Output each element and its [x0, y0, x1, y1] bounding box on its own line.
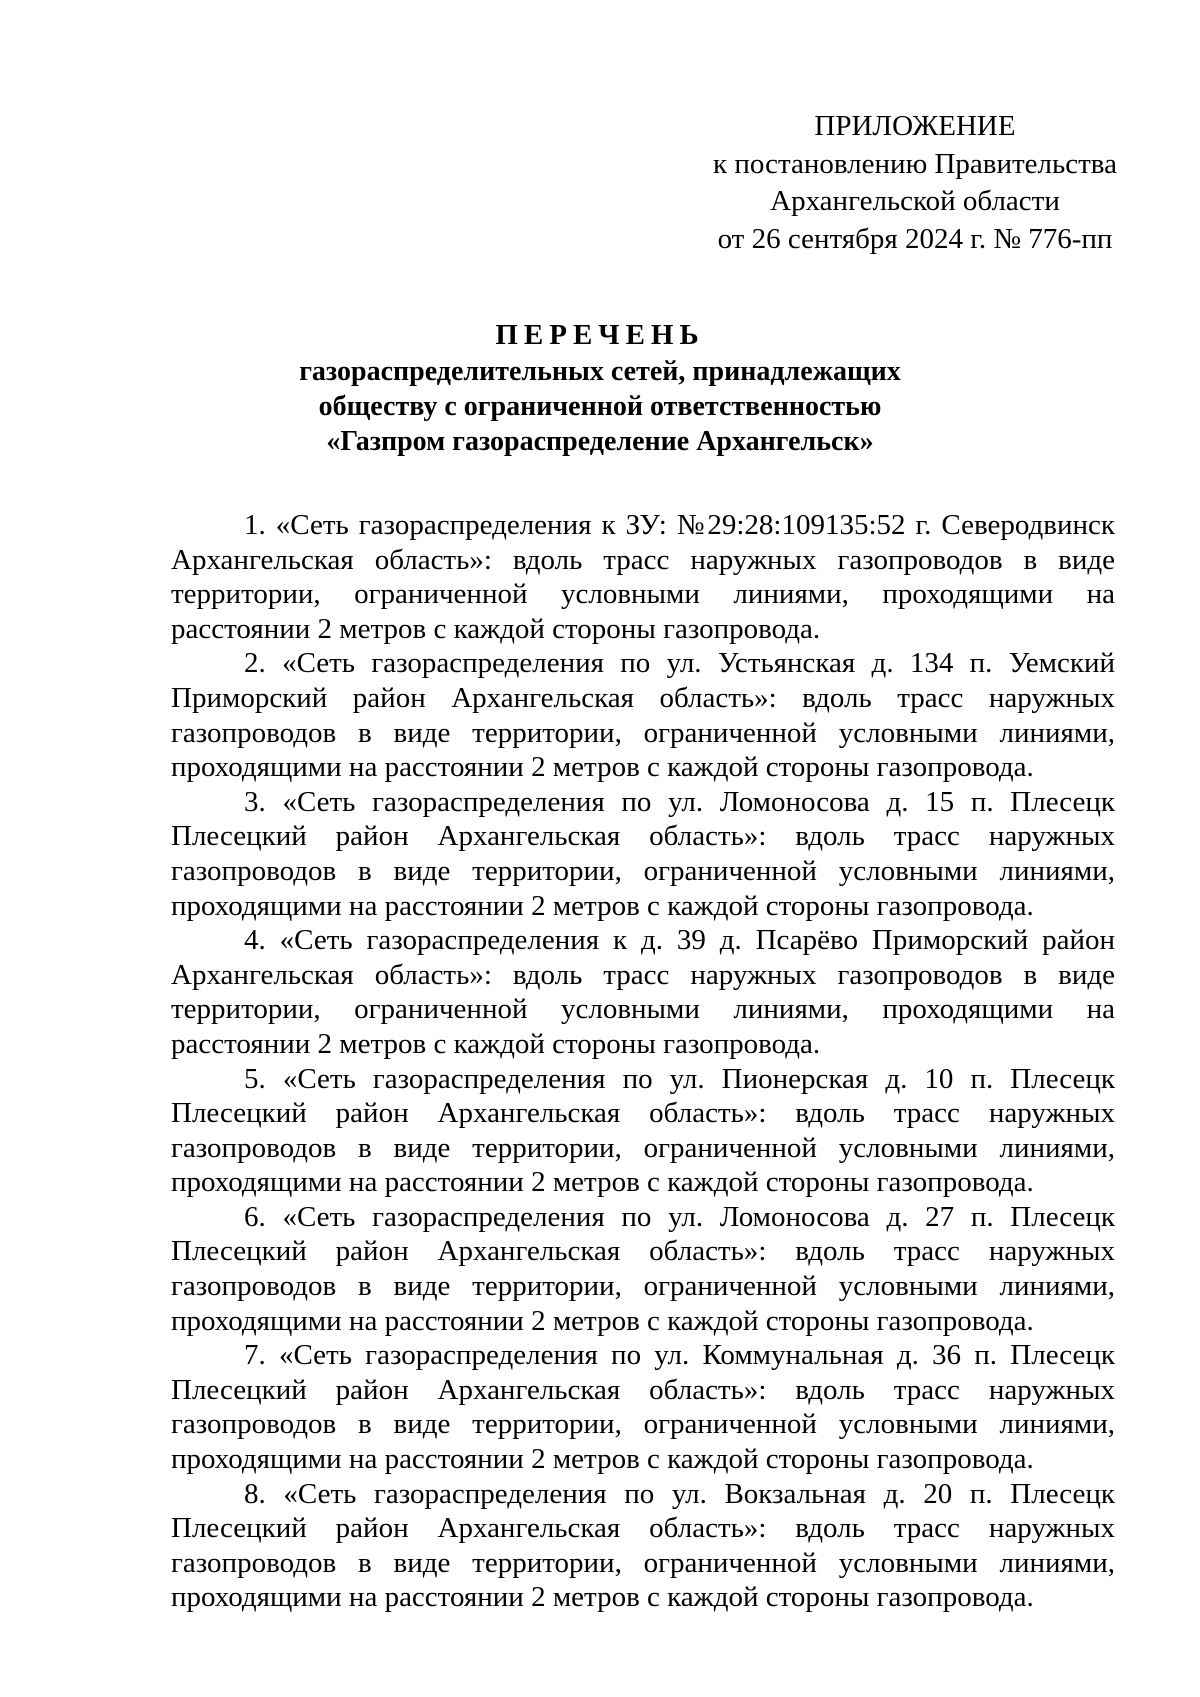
appendix-region-line: Архангельской области: [770, 185, 1060, 217]
list-item-number: 2.: [244, 647, 266, 680]
list-item: [171, 508, 1115, 646]
network-list: [171, 508, 1115, 1615]
list-item-text: «Сеть газораспределения по ул. Коммунальная д. 36 п. Плесецк Плесецкий район Архангельская область»: вдоль трасс наружных газопроводов в виде территории, ограниченной условными линиями, проходящими на расстоянии 2 метров с каждой стороны газопровода.: [171, 1339, 1116, 1476]
appendix-resolution-line: к постановлению Правительства: [713, 147, 1117, 180]
appendix-date-number-line: от 26 сентября 2024 г. № 776-пп: [717, 222, 1113, 255]
list-item: [171, 923, 1115, 1061]
subtitle-line-1: газораспределительных сетей, принадлежащих: [299, 356, 901, 387]
list-item: [171, 1200, 1115, 1338]
document-heading: ПЕРЕЧЕНЬ: [495, 319, 705, 351]
list-item-number: 7.: [244, 1339, 266, 1372]
list-item: [171, 646, 1115, 784]
list-item-number: 5.: [244, 1062, 266, 1095]
list-item-number: 6.: [244, 1200, 266, 1233]
list-item-text: «Сеть газораспределения по ул. Вокзальная д. 20 п. Плесецк Плесецкий район Архангельская область»: вдоль трасс наружных газопроводов в виде территории, ограниченной условными линиями, проходящими на расстоянии 2 метров с каждой стороны газопровода.: [171, 1477, 1115, 1614]
subtitle-line-3: «Газпром газораспределение Архангельск»: [326, 426, 874, 457]
list-item-text: «Сеть газораспределения к ЗУ: №29:28:109135:52 г. Северодвинск Архангельская область»: вдоль трасс наружных газопроводов в виде территории, ограниченной условными линиями, проходящими на расстоянии 2 метров с каждой стороны газопровода.: [171, 509, 1115, 645]
list-item-text: «Сеть газораспределения по ул. Ломоносова д. 27 п. Плесецк Плесецкий район Архангельская область»: вдоль трасс наружных газопроводов в виде территории, ограниченной условными линиями, проходящими на расстоянии 2 метров с каждой стороны газопровода.: [171, 1200, 1115, 1337]
list-item-text: «Сеть газораспределения по ул. Устьянская д. 134 п. Уемский Приморский район Архангельская область»: вдоль трасс наружных газопроводов в виде территории, ограниченной условными линиями, проходящими на расстоянии 2 метров с каждой стороны газопровода.: [171, 647, 1116, 784]
appendix-block: [680, 108, 1150, 258]
list-item: [171, 1062, 1115, 1200]
list-item-text: «Сеть газораспределения по ул. Ломоносова д. 15 п. Плесецк Плесецкий район Архангельская область»: вдоль трасс наружных газопроводов в виде территории, ограниченной условными линиями, проходящими на расстоянии 2 метров с каждой стороны газопровода.: [171, 785, 1115, 922]
list-item-number: 1.: [244, 509, 266, 541]
list-item-number: 3.: [244, 785, 266, 818]
list-item-number: 8.: [244, 1477, 266, 1510]
document-subtitle: [170, 354, 1030, 459]
list-item: [171, 1338, 1115, 1476]
list-item-number: 4.: [244, 924, 266, 957]
list-item: [171, 785, 1115, 923]
list-item-text: «Сеть газораспределения к д. 39 д. Псарёво Приморский район Архангельская область»: вдоль трасс наружных газопроводов в виде территории, ограниченной условными линиями, проходящими на расстоянии 2 метров с каждой стороны газопровода.: [171, 924, 1116, 1060]
document-title-block: [170, 317, 1030, 459]
subtitle-line-2: обществу с ограниченной ответственностью: [318, 391, 882, 422]
list-item-text: «Сеть газораспределения по ул. Пионерская д. 10 п. Плесецк Плесецкий район Архангельская область»: вдоль трасс наружных газопроводов в виде территории, ограниченной условными линиями, проходящими на расстоянии 2 метров с каждой стороны газопровода.: [171, 1062, 1116, 1199]
list-item: [171, 1477, 1115, 1615]
appendix-title: ПРИЛОЖЕНИЕ: [814, 110, 1016, 142]
